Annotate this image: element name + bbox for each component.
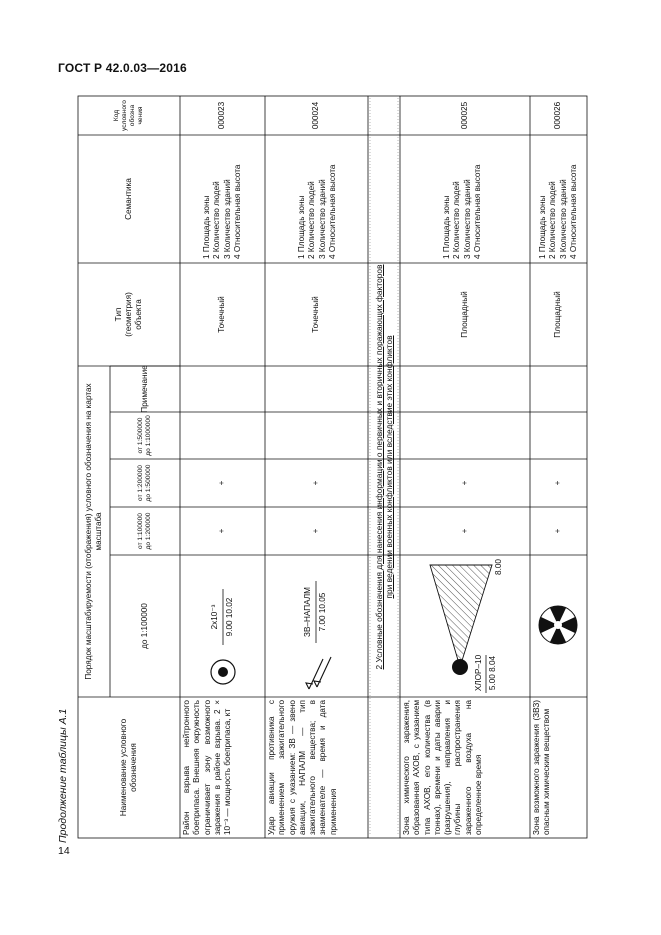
row3-symbol-end: 8.00: [494, 559, 503, 575]
row2-code: 000024: [311, 101, 321, 130]
row2-m200: +: [311, 528, 321, 534]
row2-symbol-bottom: 7.00 10.05: [318, 592, 327, 632]
header-semantics: [78, 135, 180, 263]
row3-symbol: [400, 555, 530, 697]
row4-type: Площадный: [553, 291, 563, 338]
row3-type: Площадный: [459, 291, 469, 338]
header-scale-500000: [110, 459, 180, 507]
row4-m200: +: [553, 528, 563, 534]
header-type-label: Тип (геометрия) объекта: [113, 292, 144, 337]
row2-symbol-top: ЗВ–НАПАЛМ: [303, 587, 312, 637]
row1-sem-2: 2 Количество людей: [212, 181, 222, 259]
row4-code: 000026: [553, 101, 563, 130]
header-code-label: Код условного обозна чения: [113, 100, 144, 131]
table-caption: Продолжение таблицы А.1: [57, 708, 69, 843]
row3-symbol-top: ХЛОР–10: [474, 654, 483, 692]
row1-code: 000023: [217, 101, 227, 130]
row3-sem-2: 2 Количество людей: [452, 181, 462, 259]
row3-sem-3: 3 Количество зданий: [462, 179, 472, 259]
row2-sem-3: 3 Количество зданий: [317, 179, 327, 259]
document-header: ГОСТ Р 42.0.03—2016: [58, 61, 187, 75]
header-scale-1000000: [110, 412, 180, 459]
row4-sem-2: 2 Количество людей: [548, 181, 558, 259]
section-title-line1: 2 Условные обозначения для нанесения информации о первичных и вторичных поражающих факторов: [374, 264, 384, 670]
row1-symbol-top: 2х10⁻³: [210, 604, 219, 630]
page-number: 14: [58, 845, 70, 857]
row1-name: Район взрыва нейтронного боеприпаса. Внешняя окружность ограничивает зону возможного заражения в районе взрыва. 2 × 10⁻³ — мощность боеприпаса, кт: [182, 700, 233, 835]
row4-sem-1: 1 Площадь зоны: [538, 195, 547, 259]
row4-symbol: [530, 555, 587, 697]
nuclear-burst-icon: [180, 555, 265, 697]
row2-sem-2: 2 Количество людей: [307, 181, 317, 259]
row4-sem-4: 4 Относительная высота: [568, 164, 578, 259]
row1-sem-4: 4 Относительная высота: [232, 164, 242, 259]
header-order: [78, 366, 110, 697]
header-note: [110, 366, 180, 412]
row1-sem-3: 3 Количество зданий: [222, 179, 232, 259]
row4-m500: +: [553, 480, 563, 486]
row2-sem-4: 4 Относительная высота: [327, 164, 337, 259]
row3-code: 000025: [459, 101, 469, 130]
row3-name: Зона химического заражения, образованная АХОВ, с указанием типа АХОВ, его количества (в тоннах), времени и даты аварии (разрушения), направления и глубины распространения зараженного воздуха на определенное время: [402, 700, 484, 835]
row2-symbol: [265, 555, 368, 697]
row1-symbol-bottom: 9.00 10.02: [225, 597, 234, 637]
row2-type: Точечный: [311, 296, 321, 333]
header-scale-500000-label: от 1:200000 до 1:500000: [137, 464, 152, 502]
header-scale-200000-label: от 1:100000 до 1:200000: [137, 512, 152, 550]
row3-sem-1: 1 Площадь зоны: [442, 195, 451, 259]
header-note-label: Примечание: [139, 365, 149, 413]
header-scale-100000-label: до 1:100000: [139, 603, 149, 649]
header-code: [78, 96, 180, 135]
row1-sem-1: 1 Площадь зоны: [202, 195, 211, 259]
header-type: [78, 263, 180, 366]
section-title-line2: при ведении военных конфликтов или вследствие этих конфликтов: [384, 335, 394, 599]
header-name-label: Наименование условного обозначения: [118, 718, 138, 817]
header-scale-100000: [110, 555, 180, 697]
chemical-contamination-zone-icon: [400, 555, 530, 697]
row1-m200: +: [217, 528, 227, 534]
row2-name: Удар авиации противника с применением зажигательного оружия с указанием: ЗВ — звено авиации, НАПАЛМ — тип зажигательного вещества; в знаменателе — время и дата применения: [267, 700, 338, 835]
row1-type: Точечный: [217, 296, 227, 333]
row1-m500: +: [217, 480, 227, 486]
incendiary-strike-icon: [265, 555, 368, 697]
header-semantics-label: Семантика: [123, 178, 133, 220]
row4-sem-3: 3 Количество зданий: [558, 179, 568, 259]
possible-contamination-zone-icon: [530, 555, 587, 697]
row4-semantics: [530, 131, 595, 263]
header-scale-1000000-label: от 1:500000 до 1:1000000: [137, 415, 152, 456]
row2-sem-1: 1 Площадь зоны: [297, 195, 306, 259]
row4-name: Зона возможного заражения (ЗВЗ) опасным химическим веществом: [532, 700, 552, 835]
header-name: [78, 697, 180, 838]
row3-sem-4: 4 Относительная высота: [472, 164, 482, 259]
row3-m200: +: [459, 528, 469, 534]
row1-symbol: [180, 555, 265, 697]
header-scale-200000: [110, 507, 180, 555]
row3-symbol-bottom: 5.00 8.04: [488, 655, 497, 691]
row3-m500: +: [459, 480, 469, 486]
header-order-label: Порядок масштабируемости (отображения) условного обозначения на картах масштаба: [83, 383, 103, 680]
section-title: [368, 96, 400, 838]
row2-m500: +: [311, 480, 321, 486]
